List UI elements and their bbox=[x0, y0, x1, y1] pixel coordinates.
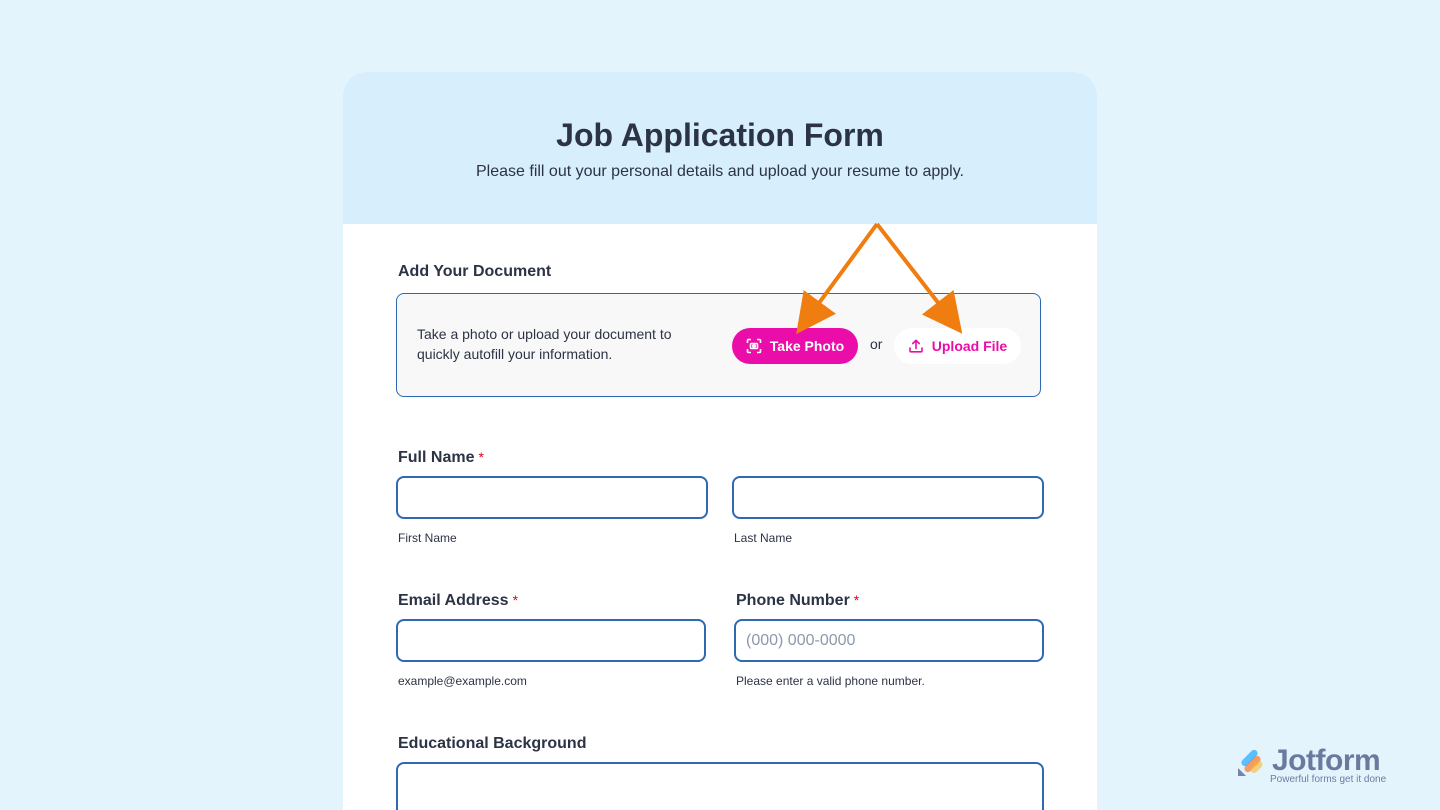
email-label bbox=[398, 592, 518, 610]
document-description: Take a photo or upload your document to quickly autofill your information. bbox=[417, 326, 672, 362]
required-marker: * bbox=[512, 592, 519, 608]
scan-camera-icon bbox=[746, 338, 762, 354]
last-name-input[interactable] bbox=[732, 476, 1044, 519]
required-marker: * bbox=[478, 449, 484, 465]
first-name-input[interactable] bbox=[396, 476, 708, 519]
last-name-sublabel: Last Name bbox=[734, 531, 793, 545]
phone-sublabel: Please enter a valid phone number. bbox=[736, 674, 925, 688]
full-name-label bbox=[398, 449, 484, 467]
required-marker: * bbox=[853, 592, 860, 608]
upload-file-label: Upload File bbox=[931, 338, 1008, 354]
document-upload-box bbox=[396, 293, 1041, 397]
education-label: Educational Background bbox=[398, 735, 587, 752]
education-textarea[interactable] bbox=[396, 762, 1044, 810]
email-label-text: Email Address bbox=[398, 592, 509, 609]
jotform-wordmark: Jotform bbox=[1272, 744, 1381, 777]
jotform-logo[interactable] bbox=[1234, 746, 1414, 790]
full-name-label-text: Full Name bbox=[398, 449, 475, 466]
email-input[interactable] bbox=[396, 619, 706, 662]
upload-icon bbox=[908, 338, 924, 354]
form-header bbox=[343, 72, 1097, 224]
phone-label bbox=[736, 592, 859, 610]
phone-input[interactable] bbox=[734, 619, 1044, 662]
upload-file-button[interactable] bbox=[894, 328, 1021, 364]
take-photo-label: Take Photo bbox=[769, 338, 845, 354]
phone-label-text: Phone Number bbox=[736, 592, 850, 609]
jotform-tagline: Powerful forms get it done bbox=[1270, 774, 1387, 785]
email-sublabel: example@example.com bbox=[398, 674, 527, 688]
jotform-logo-icon bbox=[1234, 746, 1268, 780]
take-photo-button[interactable] bbox=[732, 328, 858, 364]
first-name-sublabel: First Name bbox=[398, 531, 457, 545]
form-card bbox=[343, 72, 1097, 810]
add-document-label: Add Your Document bbox=[398, 263, 552, 280]
or-separator: or bbox=[870, 336, 883, 352]
page-subtitle: Please fill out your personal details and upload your resume to apply. bbox=[476, 163, 964, 180]
page-title: Job Application Form bbox=[556, 117, 884, 153]
